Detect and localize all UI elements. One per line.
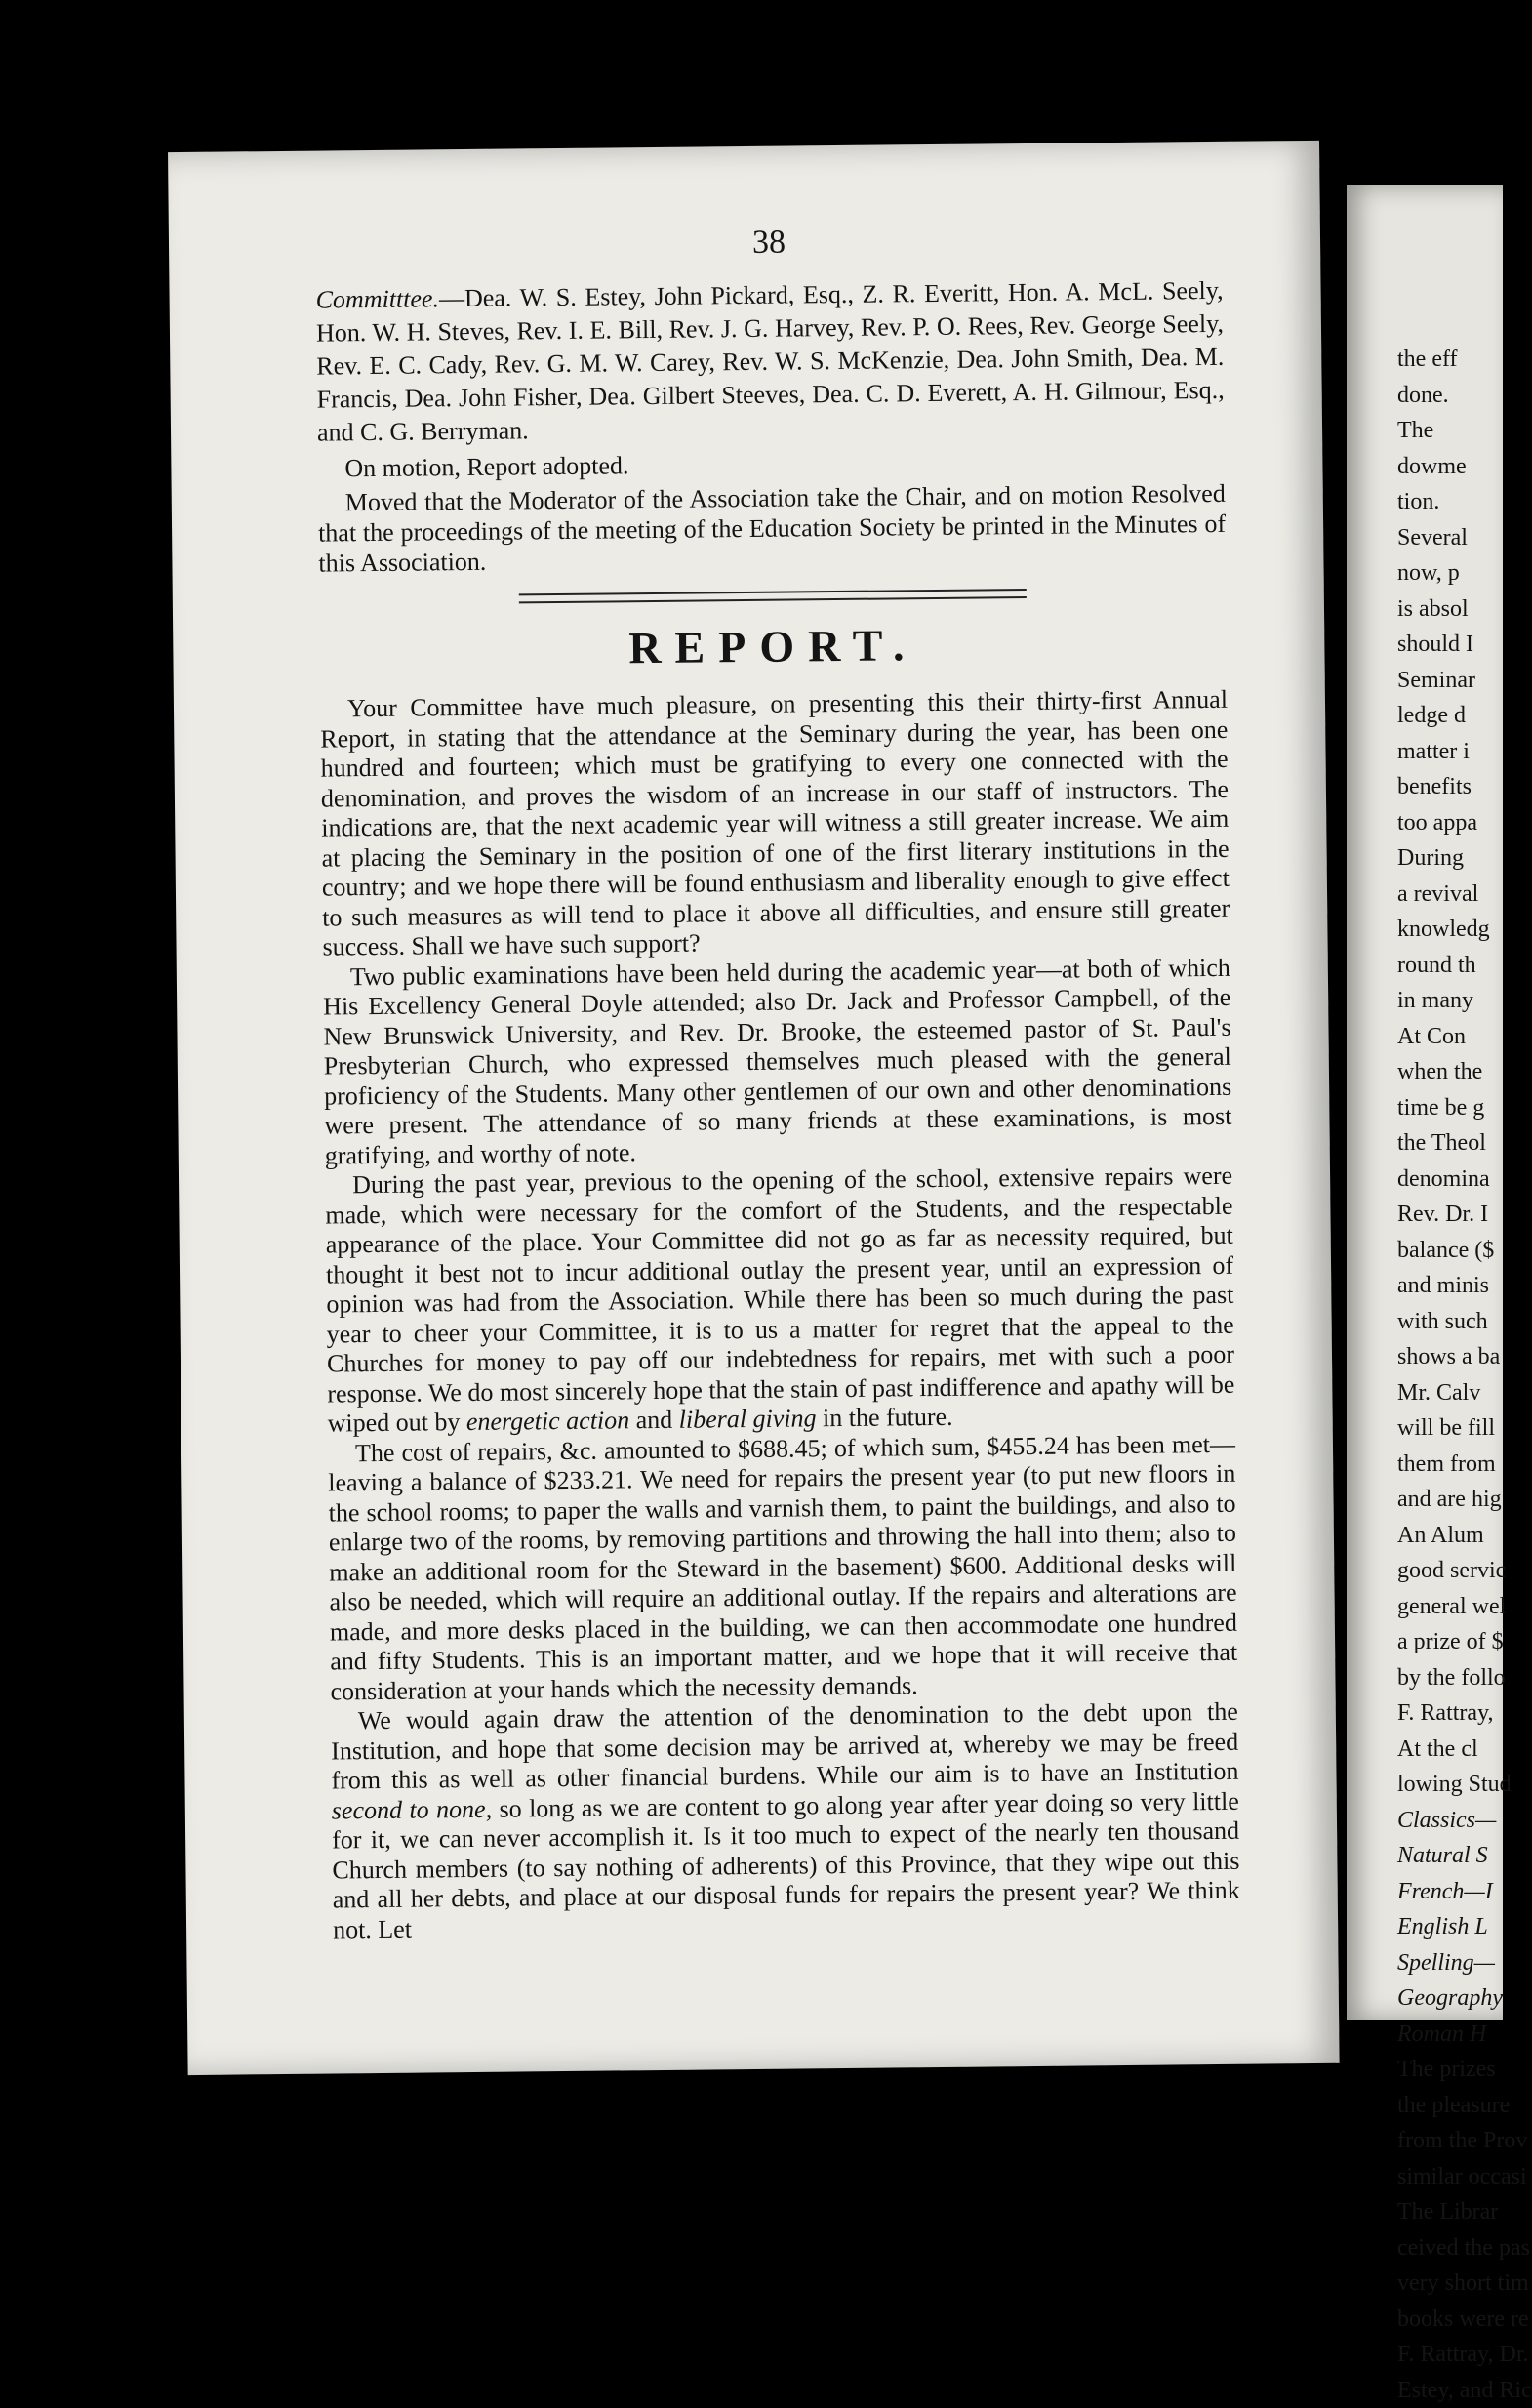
right-page-line: F. Rattray, Dr. (1397, 2337, 1532, 2373)
right-page-line: now, p (1397, 555, 1532, 592)
right-page-line: lowing Stud (1397, 1767, 1532, 1803)
page-number: 38 (315, 220, 1223, 266)
right-page-line: should I (1397, 627, 1532, 663)
report-paragraph-cost: The cost of repairs, &c. amounted to $688.45; of which sum, $455.24 has been met—leaving a balance of $233.21. We need for repairs the present year (to put new floors in the school rooms; to paper the walls and varnish them, to paint the buildings, and also to enlarge two of the rooms, by removing partitions and throwing the hall into them; also to make an additional room for the Steward in the basement) $600. Additional desks will also be needed, which will require an additional outlay. If the repairs and alterations are made, and more desks placed in the building, we can then accommodate one hundred and fifty Students. This is an important matter, and we hope that it will receive that consideration at your hands which the necessity demands. (328, 1429, 1238, 1706)
right-page-line: general wel (1397, 1589, 1532, 1625)
report-paragraph-examinations: Two public examinations have been held during the academic year—at both of which His Excellency General Doyle attended; also Dr. Jack and Professor Campbell, of the New Brunswick University, and Rev. Dr. Brooke, the esteemed pastor of St. Paul's Presbyterian Church, who expressed themselves much pleased with the general proficiency of the Students. Many other gentlemen of our own and other denominations were present. The attendance of so many friends at these examinations, is most gratifying, and worthy of note. (323, 953, 1232, 1170)
right-page-line: An Alum (1397, 1518, 1532, 1554)
right-page-line: from the Prov (1397, 2123, 1532, 2159)
right-page-edge (1347, 185, 1503, 2020)
right-page-line: the pleasure (1397, 2088, 1532, 2124)
right-page-line: ceived the pas (1397, 2230, 1532, 2266)
right-page-line: balance ($ (1397, 1233, 1532, 1269)
right-page-line: in many (1397, 983, 1532, 1019)
report-paragraph-debt (331, 1697, 1241, 1945)
committee-label: Committtee. (315, 284, 439, 313)
right-page-line: The prizes (1397, 2052, 1532, 2088)
debt-text-b: , so long as we are content to go along year after year doing so very little for it, we can never accomplish it. Is it too much to expect of the nearly ten thousand Church members (to say nothing of adherents) of this Province, that they wipe out this and all her debts, and place at our disposal funds for repairs the present year? We think not. Let (332, 1786, 1240, 1943)
right-page-line: them from (1397, 1447, 1532, 1483)
right-page-line: when the (1397, 1054, 1532, 1090)
report-heading: REPORT. (319, 616, 1228, 677)
right-page-line: denomina (1397, 1162, 1532, 1198)
committee-paragraph (315, 274, 1225, 450)
right-page-line: At Con (1397, 1019, 1532, 1055)
right-page-line: the eff (1397, 342, 1532, 378)
right-page-line: matter i (1397, 734, 1532, 770)
right-page-line: will be fill (1397, 1410, 1532, 1447)
right-page-line: Rev. Dr. I (1397, 1197, 1532, 1233)
right-page-line: dowme (1397, 449, 1532, 485)
right-page-line: Seminar (1397, 663, 1532, 699)
right-page-line: round th (1397, 948, 1532, 984)
right-page-line: English L (1397, 1909, 1532, 1945)
motion-print-minutes: Moved that the Moderator of the Association take the Chair, and on motion Resolved that the proceedings of the meeting of the Education Society be printed in the Minutes of this Association. (318, 478, 1227, 579)
right-page-line: and are hig (1397, 1482, 1532, 1518)
repairs-italic-liberal: liberal giving (679, 1404, 817, 1433)
repairs-text-a: During the past year, previous to the opening of the school, extensive repairs were made, which were necessary for the comfort of the Students, and the respectable appearance of the place. Your Committee did not go as far as necessity required, but thought it best not to incur additional outlay the present year, until an expression of opinion was had from the Association. While there has been so much during the past year to cheer your Committee, it is to us a matter for regret that the appeal to the Churches for money to pay off our indebtedness for repairs, met with such a poor response. We do most sincerely hope that the stain of past indifference and apathy will be wiped out by (325, 1162, 1234, 1438)
repairs-text-c: in the future. (816, 1403, 952, 1432)
report-paragraph-repairs (325, 1162, 1235, 1439)
right-page-line: Geography (1397, 1980, 1532, 2017)
right-page-line: Estey, and Ric (1397, 2373, 1532, 2408)
right-page-line: Classics— (1397, 1803, 1532, 1839)
debt-text-a: We would again draw the attention of the denomination to the debt upon the Institution, and hope that some decision may be arrived at, whereby we may be freed from this as well as other financial burdens. While our aim is to have an Institution (331, 1697, 1239, 1795)
right-page-line: The Librar (1397, 2194, 1532, 2230)
right-page-line: benefits (1397, 769, 1532, 805)
report-paragraph-attendance: Your Committee have much pleasure, on presenting this their thirty-first Annual Report, in stating that the attendance at the Seminary during the year, has been one hundred and fourteen; which must be gratifying to every one connected with the denomination, and proves the wisdom of an increase in our staff of instructors. The indications are, that the next academic year will witness a still greater increase. We aim at placing the Seminary in the position of one of the first literary institutions in the country; and we hope there will be found enthusiasm and liberality enough to give effect to such measures as will tend to place it above all difficulties, and ensure still greater success. Shall we have such support? (320, 685, 1230, 962)
right-page-line: too appa (1397, 805, 1532, 841)
right-page-line: During (1397, 840, 1532, 877)
right-page-line: Roman H (1397, 2017, 1532, 2053)
right-page-line: the Theol (1397, 1125, 1532, 1162)
right-page-line: Spelling— (1397, 1945, 1532, 1981)
right-page-line: good servic (1397, 1553, 1532, 1589)
right-page-line: French—I (1397, 1874, 1532, 1910)
right-page-line: books were re (1397, 2302, 1532, 2338)
right-page-line: similar occasi (1397, 2159, 1532, 2195)
right-page-line: Several (1397, 520, 1532, 556)
right-page-line: knowledg (1397, 912, 1532, 948)
repairs-italic-energetic: energetic action (466, 1406, 630, 1436)
right-page-line: ledge d (1397, 698, 1532, 734)
right-page-line: done. (1397, 378, 1532, 414)
right-page-line: a revival (1397, 877, 1532, 913)
right-page-line: is absol (1397, 592, 1532, 628)
right-page-line: shows a ba (1397, 1339, 1532, 1375)
right-page-fragments (1397, 342, 1532, 2408)
right-page-line: very short tim (1397, 2265, 1532, 2302)
right-page-line: Mr. Calv (1397, 1375, 1532, 1411)
right-page-line: by the follo (1397, 1660, 1532, 1696)
right-page-line: The (1397, 413, 1532, 449)
report-body (320, 685, 1240, 1945)
right-page-line: Natural S (1397, 1838, 1532, 1874)
right-page-line: tion. (1397, 484, 1532, 520)
page-content (315, 259, 1240, 1945)
left-page (168, 141, 1340, 2075)
repairs-text-b: and (629, 1406, 679, 1435)
motion-report-adopted: On motion, Report adopted. (317, 444, 1225, 484)
double-rule-divider (519, 589, 1027, 603)
right-page-line: with such (1397, 1304, 1532, 1340)
right-page-line: time be g (1397, 1090, 1532, 1126)
right-page-line: F. Rattray, (1397, 1695, 1532, 1732)
committee-names: —Dea. W. S. Estey, John Pickard, Esq., Z. R. Everitt, Hon. A. McL. Seely, Hon. W. H. Steves, Rev. I. E. Bill, Rev. J. G. Harvey, Rev. P. O. Rees, Rev. George Seely, Rev. E. C. Cady, Rev. G. M. W. Carey, Rev. W. S. McKenzie, Dea. John Smith, Dea. M. Francis, Dea. John Fisher, Dea. Gilbert Steeves, Dea. C. D. Everett, A. H. Gilmour, Esq., and C. G. Berryman. (316, 276, 1225, 447)
right-page-line: At the cl (1397, 1732, 1532, 1768)
right-page-line: a prize of $ (1397, 1624, 1532, 1660)
right-page-line: and minis (1397, 1268, 1532, 1304)
debt-italic-second-to-none: second to none (332, 1794, 486, 1824)
